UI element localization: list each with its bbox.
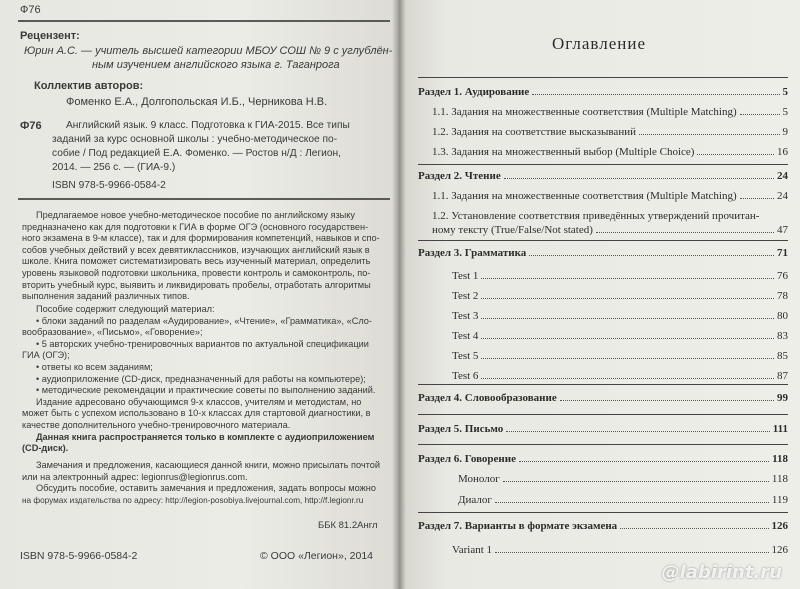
annotation-line: ГИА (ОГЭ); — [22, 350, 70, 361]
udc-code: Ф76 — [20, 120, 42, 132]
toc-entry-row — [458, 494, 788, 506]
annotation-line: Замечания и предложения, касающиеся данной книги, можно присылать почтой — [36, 460, 380, 470]
toc-entry-row — [458, 473, 788, 485]
toc-section-row — [418, 453, 788, 465]
toc-dot-leader — [519, 461, 769, 462]
annotation-line: или на электронный адрес: legionrus@legionrus.com. — [22, 471, 248, 482]
bib-line-4: 2014. — 256 с. — (ГИА-9.) — [52, 162, 176, 173]
toc-section-row — [418, 423, 788, 435]
toc-page-number: 126 — [771, 520, 788, 532]
toc-entry-title: 1.2. Задания на соответствие высказываний — [432, 126, 636, 138]
toc-entry-row — [432, 224, 788, 236]
toc-rule — [418, 240, 788, 241]
toc-section-row — [418, 86, 788, 98]
toc-page-number: 118 — [772, 453, 788, 465]
annotation-line: • блоки заданий по разделам «Аудирование», «Чтение», «Грамматика», «Сло- — [36, 315, 372, 326]
toc-page-number: 71 — [777, 247, 788, 259]
toc-entry-title: Раздел 2. Чтение — [418, 170, 501, 182]
toc-page-number: 80 — [777, 310, 788, 322]
annotation-line: Обсудить пособие, оставить замечания и предложения, задать вопросы можно — [36, 483, 376, 494]
annotation-line: может быть с успехом использовано в 10-х классах для стартовой диагностики, в — [22, 408, 371, 419]
authors-list: Фоменко Е.А., Долгопольская И.Б., Черникова Н.В. — [66, 96, 328, 108]
toc-dot-leader — [740, 198, 774, 199]
toc-entry-title: Раздел 4. Словообразование — [418, 392, 557, 404]
toc-title: Оглавление — [552, 34, 646, 53]
toc-page-number: 76 — [777, 270, 788, 282]
toc-entry-title: Test 3 — [452, 310, 479, 322]
toc-entry-title: Test 5 — [452, 350, 479, 362]
toc-entry-row — [452, 544, 788, 556]
toc-page-number: 111 — [772, 423, 788, 435]
book-gutter — [392, 0, 406, 589]
toc-entry-title: Variant 1 — [452, 544, 493, 556]
toc-page-number: 119 — [771, 494, 788, 506]
toc-dot-leader — [596, 232, 774, 233]
toc-entry-row — [452, 270, 788, 282]
toc-entry-row — [432, 210, 788, 222]
annotation-line: вообразование», «Письмо», «Говорение»; — [22, 327, 203, 338]
toc-entry-title: Раздел 1. Аудирование — [418, 86, 530, 98]
toc-page-number: 47 — [777, 224, 788, 236]
toc-rule — [418, 384, 788, 385]
toc-dot-leader — [532, 94, 779, 95]
annotation-line: Данная книга распространяется только в комплекте с аудиоприложением — [36, 431, 375, 442]
toc-page-number: 5 — [782, 86, 788, 98]
toc-entry-title: Раздел 5. Письмо — [418, 423, 504, 435]
toc-dot-leader — [560, 400, 774, 401]
toc-dot-leader — [481, 378, 774, 379]
toc-dot-leader — [504, 178, 774, 179]
toc-page-number: 78 — [777, 290, 788, 302]
toc-page-number: 9 — [782, 126, 788, 138]
left-page — [0, 0, 398, 589]
right-page — [398, 0, 800, 589]
toc-entry-title: Test 2 — [452, 290, 479, 302]
reviewer-line-2: ным изучением английского языка г. Таганрога — [92, 59, 340, 71]
bib-rule — [18, 198, 390, 200]
toc-rule — [418, 512, 788, 513]
toc-page-number: 5 — [782, 106, 788, 118]
toc-entry-row — [452, 330, 788, 342]
toc-dot-leader — [503, 481, 769, 482]
toc-dot-leader — [506, 431, 769, 432]
toc-rule — [418, 77, 788, 78]
toc-dot-leader — [481, 278, 774, 279]
copyright: © ООО «Легион», 2014 — [260, 550, 374, 562]
toc-dot-leader — [481, 318, 774, 319]
toc-dot-leader — [481, 298, 774, 299]
toc-entry-title: Test 1 — [452, 270, 479, 282]
toc-entry-title: Диалог — [458, 494, 492, 506]
toc-dot-leader — [481, 358, 774, 359]
toc-page-number: 24 — [777, 190, 788, 202]
toc-entry-title: 1.3. Задания на множественный выбор (Multiple Choice) — [432, 146, 695, 158]
annotation-line: • методические рекомендации и практические советы по выполнению заданий. — [36, 385, 376, 396]
annotation-line: собов учебных действий у всех девятиклассников, изучающих английский язык в — [22, 244, 370, 255]
toc-entry-title: Test 6 — [452, 370, 479, 382]
toc-entry-row — [432, 190, 788, 202]
toc-dot-leader — [495, 552, 768, 553]
toc-page-number: 118 — [771, 473, 788, 485]
annotation-line: выполнения заданий различных типов. — [22, 291, 190, 302]
toc-section-row — [418, 392, 788, 404]
toc-dot-leader — [529, 255, 774, 256]
toc-entry-row — [452, 350, 788, 362]
toc-rule — [418, 444, 788, 445]
authors-heading: Коллектив авторов: — [34, 80, 144, 92]
toc-entry-title: 1.1. Задания на множественные соответствия (Multiple Matching) — [432, 106, 737, 118]
toc-entry-title: Раздел 3. Грамматика — [418, 247, 527, 259]
toc-page-number: 16 — [777, 146, 788, 158]
toc-entry-title: Test 4 — [452, 330, 479, 342]
toc-dot-leader — [639, 134, 780, 135]
toc-page-number: 24 — [777, 170, 788, 182]
annotation-line: (CD-диск). — [22, 443, 69, 454]
toc-section-row — [418, 170, 788, 182]
toc-rule — [418, 164, 788, 165]
page-number: Ф76 — [20, 4, 41, 16]
annotation-line: • ответы ко всем заданиям; — [36, 362, 153, 372]
toc-page-number: 99 — [777, 392, 788, 404]
annotation-line: • 5 авторских учебно-тренировочных вариантов по актуальной спецификации — [36, 338, 369, 349]
toc-entry-row — [432, 126, 788, 138]
annotation-line: качестве дополнительного учебно-тренировочного материала. — [22, 420, 291, 430]
toc-dot-leader — [481, 338, 774, 339]
annotation-line: вторить учебный курс, выявить и ликвидировать пробелы, отработать алгоритмы — [22, 279, 371, 290]
toc-section-row — [418, 520, 788, 532]
watermark: @labirint.ru — [661, 562, 782, 583]
annotation-line: Предлагаемое новое учебно-методическое пособие по английскому языку — [36, 210, 355, 220]
toc-entry-title: 1.1. Задания на множественные соответствия (Multiple Matching) — [432, 190, 737, 202]
annotation-line: • аудиоприложение (CD-диск, предназначенный для работы на компьютере); — [36, 373, 366, 384]
top-rule — [18, 20, 390, 22]
annotation-line: ного экзамена в 9-м классе), так и для формирования компетенций, навыков и спо- — [22, 233, 380, 244]
toc-entry-row — [432, 146, 788, 158]
annotation-line: школе. Книга поможет систематизировать весь изученный материал, определить — [22, 256, 371, 267]
bib-line-3: собие / Под редакцией Е.А. Фоменко. — Ростов н/Д : Легион, — [52, 148, 341, 159]
toc-page-number: 87 — [777, 370, 788, 382]
toc-entry-title: 1.2. Установление соответствия приведённых утверждений прочитан- — [432, 210, 760, 222]
annotation-line: уровень языковой подготовки школьника, провести контроль и самоконтроль, по- — [22, 268, 371, 278]
toc-section-row — [418, 247, 788, 259]
annotation-line: Издание адресовано обучающимся 9-х классов, учителям и методистам, но — [36, 396, 362, 407]
toc-entry-row — [452, 290, 788, 302]
annotation-line: на форумах издательства по адресу: http://legion-posobiya.livejournal.com, http://f.legionr.ru — [22, 495, 364, 505]
toc-dot-leader — [740, 114, 780, 115]
toc-dot-leader — [697, 154, 774, 155]
toc-entry-title: ному тексту (True/False/Not stated) — [432, 224, 593, 236]
bib-line-1: Английский язык. 9 класс. Подготовка к ГИА-2015. Все типы — [66, 120, 350, 131]
toc-entry-row — [432, 106, 788, 118]
toc-dot-leader — [495, 502, 769, 503]
bib-line-2: заданий за курс основной школы : учебно-методическое по- — [52, 134, 338, 145]
reviewer-heading: Рецензент: — [20, 30, 80, 42]
toc-entry-title: Монолог — [458, 473, 500, 485]
toc-entry-title: Раздел 7. Варианты в формате экзамена — [418, 520, 618, 532]
reviewer-line-1: Юрин А.С. — учитель высшей категории МБОУ СОШ № 9 с углублён- — [24, 45, 393, 57]
toc-entry-title: Раздел 6. Говорение — [418, 453, 516, 465]
toc-page-number: 85 — [777, 350, 788, 362]
toc-entry-row — [452, 370, 788, 382]
toc-entry-row — [452, 310, 788, 322]
toc-rule — [418, 414, 788, 415]
toc-page-number: 83 — [777, 330, 788, 342]
toc-dot-leader — [620, 528, 768, 529]
annotation-line: Пособие содержит следующий материал: — [36, 304, 215, 314]
annotation-line: предназначено как для подготовки к ГИА в форме ОГЭ (основного государствен- — [22, 221, 369, 232]
bbk-code: ББК 81.2Англ — [318, 520, 378, 531]
toc-page-number: 126 — [771, 544, 788, 556]
isbn-top: ISBN 978-5-9966-0584-2 — [52, 180, 166, 191]
isbn-bottom: ISBN 978-5-9966-0584-2 — [20, 550, 138, 562]
